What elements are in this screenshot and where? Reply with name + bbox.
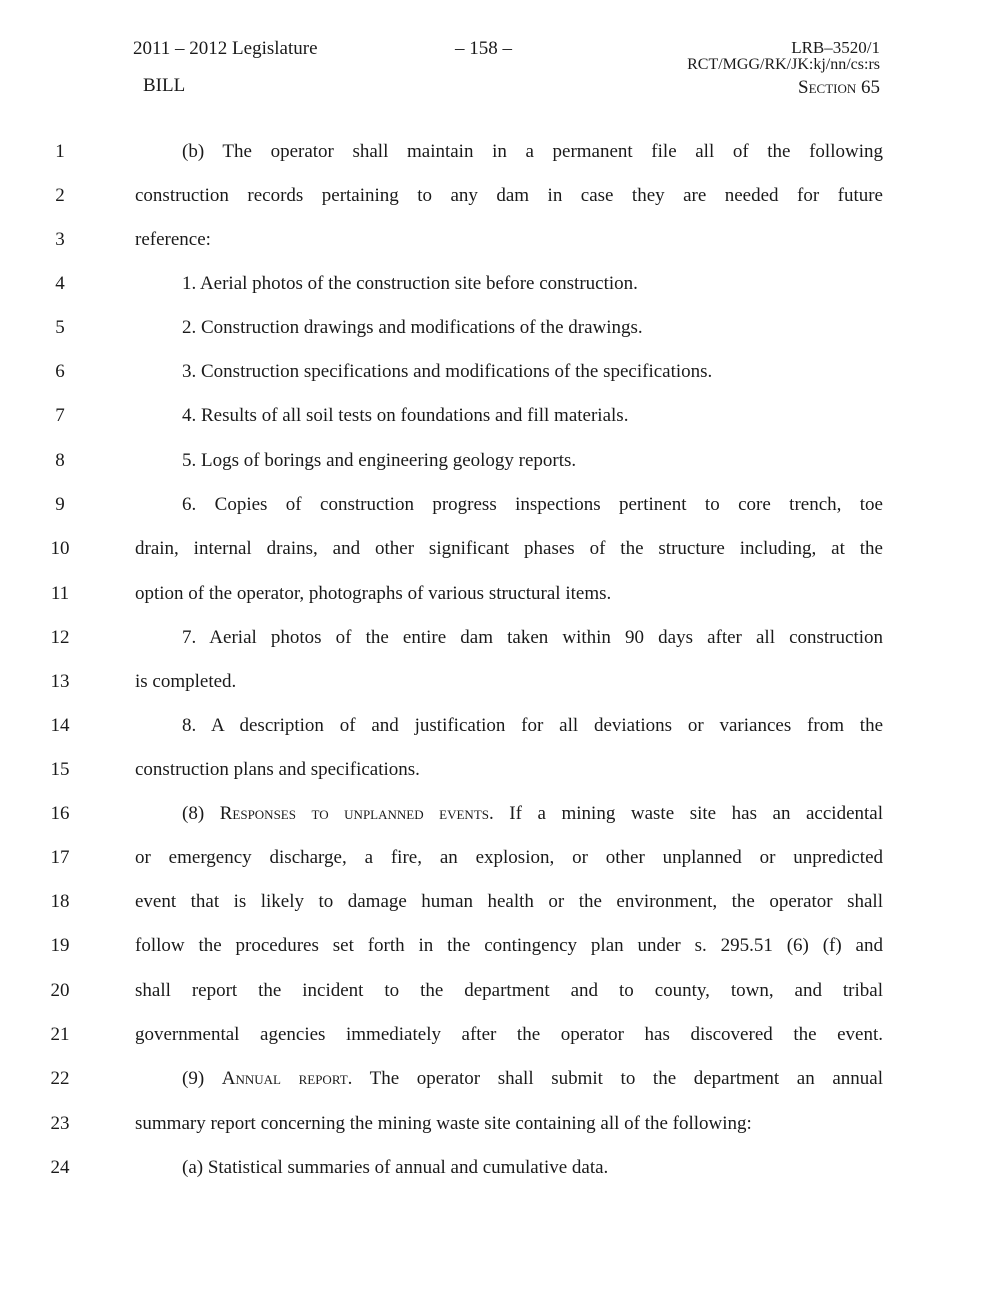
line-number: 23 [50,1113,70,1134]
document-line [0,405,1000,435]
line-text: drain, internal drains, and other significant phases of the structure including, at the [135,538,883,559]
document-line [0,273,1000,303]
line-number: 17 [50,847,70,868]
document-line [0,538,1000,568]
line-text: option of the operator, photographs of various structural items. [135,583,612,604]
line-number: 15 [50,759,70,780]
legislature-label: 2011 – 2012 Legislature [133,38,318,59]
line-text: event that is likely to damage human health or the environment, the operator shall [135,891,883,912]
line-text: 8. A description of and justification for all deviations or variances from the [182,715,883,736]
line-text: (9) Annual report. The operator shall submit to the department an annual [182,1068,883,1089]
document-line [0,1157,1000,1187]
document-line [0,627,1000,657]
line-number: 20 [50,980,70,1001]
document-line [0,715,1000,745]
line-number: 8 [55,450,65,471]
line-number: 22 [50,1068,70,1089]
document-line [0,980,1000,1010]
section-label: Section 65 [798,77,880,98]
line-text: 1. Aerial photos of the construction site before construction. [182,273,638,294]
line-text: is completed. [135,671,237,692]
line-number: 24 [50,1157,70,1178]
line-number: 6 [55,361,65,382]
line-text: 7. Aerial photos of the entire dam taken within 90 days after all construction [182,627,883,648]
document-line [0,1068,1000,1098]
line-text: reference: [135,229,211,250]
subsection-heading: Responses to unplanned events. [219,803,494,824]
document-line [0,759,1000,789]
line-number: 13 [50,671,70,692]
line-number: 19 [50,935,70,956]
document-line [0,935,1000,965]
line-text: summary report concerning the mining waste site containing all of the following: [135,1113,752,1134]
line-text: construction plans and specifications. [135,759,420,780]
line-text: governmental agencies immediately after the operator has discovered the event. [135,1024,883,1045]
line-number: 7 [55,405,65,426]
line-number: 10 [50,538,70,559]
line-text: 3. Construction specifications and modifications of the specifications. [182,361,713,382]
document-line [0,803,1000,833]
subsection-number: (8) [182,803,220,824]
line-text: (a) Statistical summaries of annual and cumulative data. [182,1157,609,1178]
line-text: construction records pertaining to any dam in case they are needed for future [135,185,883,206]
line-number: 3 [55,229,65,250]
document-line [0,141,1000,171]
line-number: 16 [50,803,70,824]
document-type: BILL [143,75,186,96]
line-number: 21 [50,1024,70,1045]
line-number: 4 [55,273,65,294]
line-text: shall report the incident to the department and to county, town, and tribal [135,980,883,1001]
document-id: LRB–3520/1 [791,38,880,57]
document-line [0,1113,1000,1143]
line-number: 1 [55,141,65,162]
document-line [0,671,1000,701]
line-text: 4. Results of all soil tests on foundations and fill materials. [182,405,629,426]
line-number: 14 [50,715,70,736]
line-number: 5 [55,317,65,338]
line-number: 2 [55,185,65,206]
line-text: 2. Construction drawings and modifications of the drawings. [182,317,643,338]
page-number: – 158 – [455,38,512,59]
document-line [0,847,1000,877]
document-line [0,494,1000,524]
document-line [0,185,1000,215]
line-number: 12 [50,627,70,648]
line-number: 11 [50,583,70,604]
line-text: (b) The operator shall maintain in a permanent file all of the following [182,141,883,162]
line-text: or emergency discharge, a fire, an explosion, or other unplanned or unpredicted [135,847,883,868]
document-line [0,1024,1000,1054]
line-number: 9 [55,494,65,515]
document-line [0,583,1000,613]
subsection-heading: Annual report. [221,1068,353,1089]
line-text: follow the procedures set forth in the contingency plan under s. 295.51 (6) (f) and [135,935,883,956]
line-text: 6. Copies of construction progress inspections pertinent to core trench, toe [182,494,883,515]
line-text: (8) Responses to unplanned events. If a mining waste site has an accidental [182,803,883,824]
document-line [0,317,1000,347]
line-number: 18 [50,891,70,912]
drafter-codes: RCT/MGG/RK/JK:kj/nn/cs:rs [687,56,880,73]
subsection-number: (9) [182,1068,222,1089]
document-line [0,361,1000,391]
document-line [0,229,1000,259]
document-line [0,450,1000,480]
line-text: 5. Logs of borings and engineering geology reports. [182,450,577,471]
document-line [0,891,1000,921]
